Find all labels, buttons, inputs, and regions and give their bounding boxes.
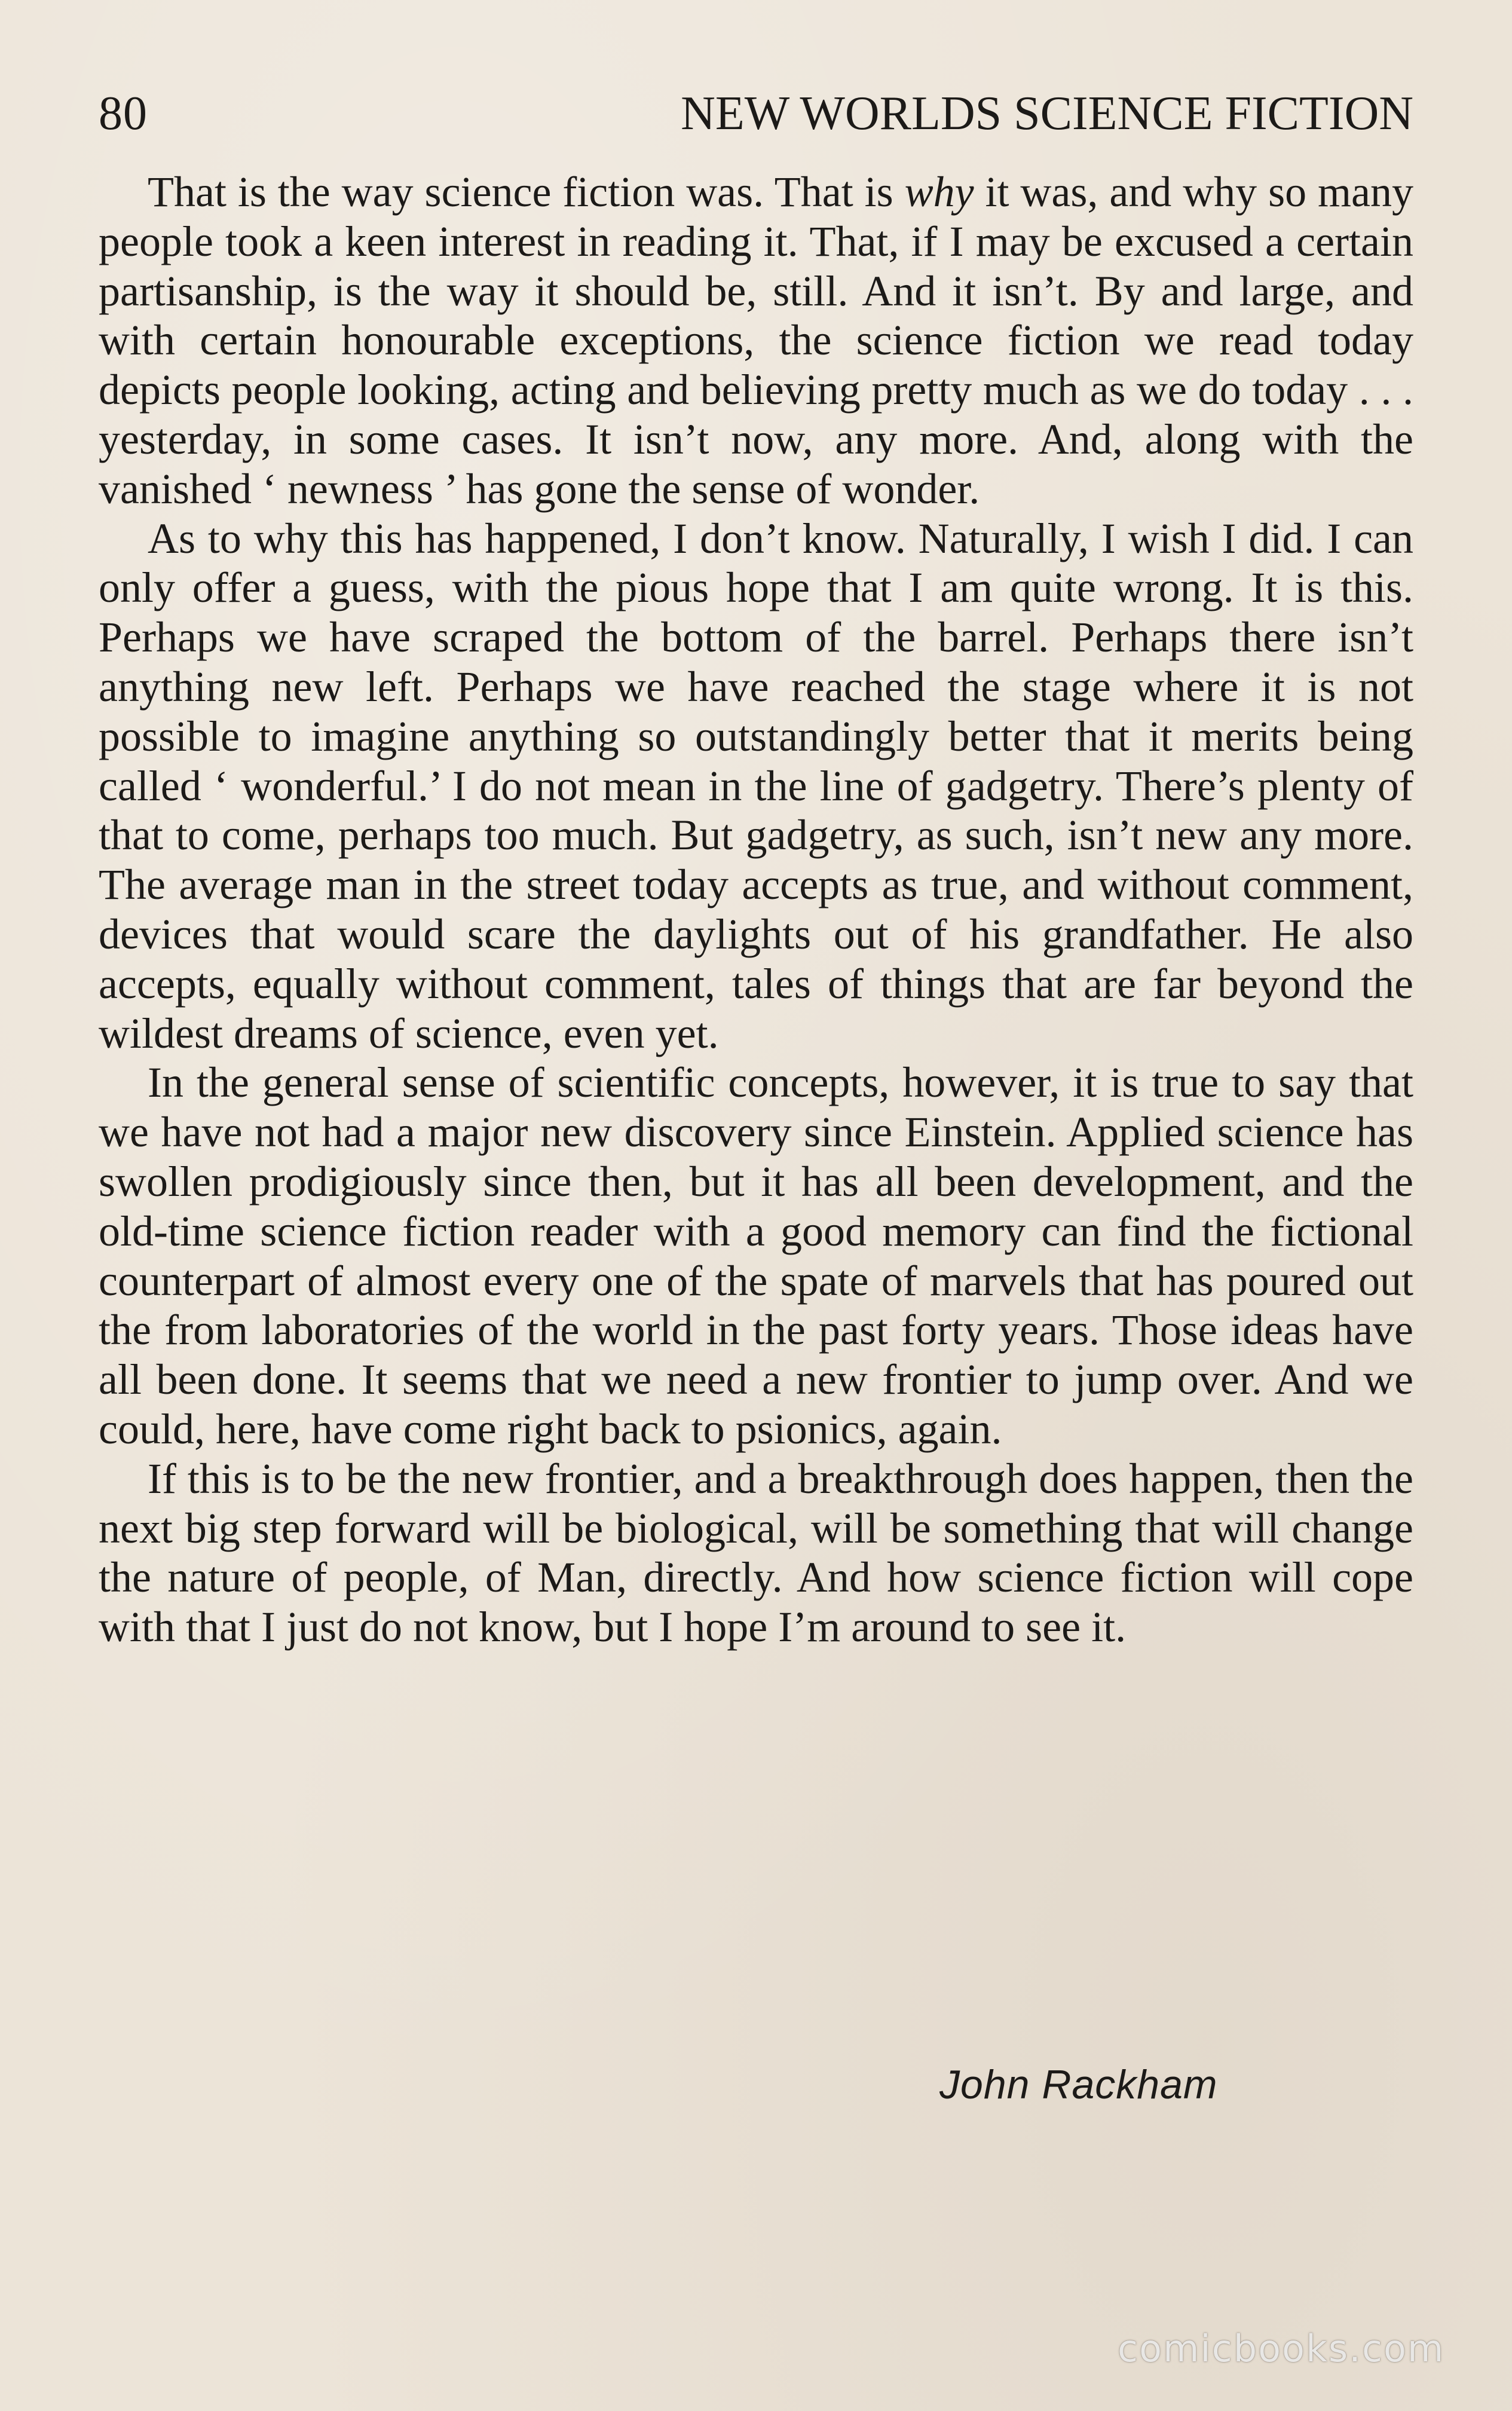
- page-number: 80: [99, 87, 148, 140]
- magazine-title: NEW WORLDS SCIENCE FICTION: [681, 87, 1413, 140]
- paragraph-1-after: it was, and why so many people took a keen interest in reading it. That, if I may be excused a certain partisanship, is the way it should be, still. And it isn’t. By and large, and with certain honourable exceptions, the science fiction we read today depicts people looking, acting and believing pretty much as we do today . . . yesterday, in some cases. It isn’t now, any more. And, along with the vanished ‘ newness ’ has gone the sense of wonder.: [99, 168, 1414, 513]
- paragraph-1: [99, 167, 1413, 514]
- paragraph-2: As to why this has happened, I don’t know. Naturally, I wish I did. I can only offer a guess, with the pious hope that I am quite wrong. It is this. Perhaps we have scraped the bottom of the barrel. Perhaps there isn’t anything new left. Perhaps we have reached the stage where it is not possible to imagine anything so outstandingly better that it merits being called ‘ wonderful.’ I do not mean in the line of gadgetry. There’s plenty of that to come, perhaps too much. But gadgetry, as such, isn’t new any more. The average man in the street today accepts as true, and without comment, devices that would scare the daylights out of his grandfather. He also accepts, equally without comment, tales of things that are far beyond the wildest dreams of science, even yet.: [99, 514, 1413, 1057]
- paragraph-3: In the general sense of scientific concepts, however, it is true to say that we have not had a major new discovery since Einstein. Applied science has swollen prodigiously since then, but it has all been development, and the old-time science fiction reader with a good memory can find the fictional counterpart of almost every one of the spate of marvels that has poured out the from laboratories of the world in the past forty years. Those ideas have all been done. It seems that we need a new frontier to jump over. And we could, here, have come right back to psionics, again.: [99, 1058, 1413, 1453]
- paragraph-1-before: That is the way science fiction was. That is: [148, 168, 905, 216]
- book-page: [99, 84, 1413, 1652]
- site-watermark: comicbooks.com: [1118, 2327, 1445, 2370]
- article-body: [99, 167, 1413, 1652]
- running-head: [99, 84, 1413, 143]
- paragraph-1-emphasis: why: [904, 168, 974, 216]
- paragraph-4: If this is to be the new frontier, and a breakthrough does happen, then the next big step forward will be biological, will be something that will change the nature of people, of Man, directly. And how science fiction will cope with that I just do not know, but I hope I’m around to see it.: [99, 1454, 1413, 1651]
- author-signature: John Rackham: [939, 2062, 1218, 2107]
